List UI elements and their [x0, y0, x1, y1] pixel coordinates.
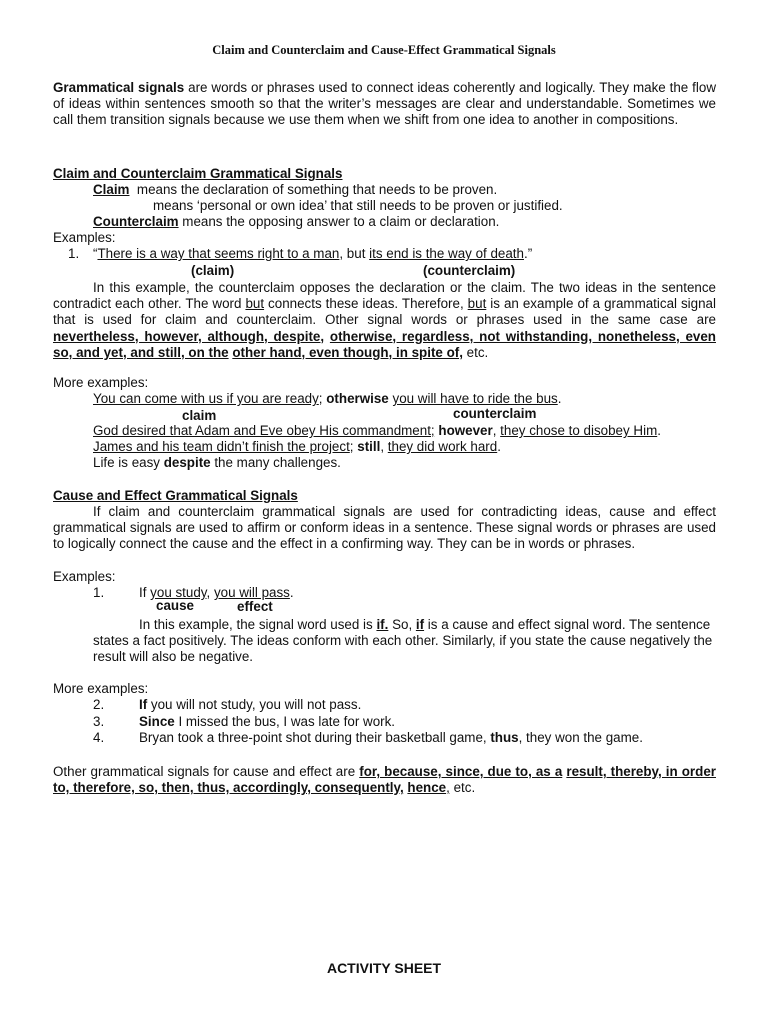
punct: ;	[318, 391, 327, 406]
punct: ;	[349, 439, 358, 454]
examples-label: Examples:	[53, 230, 116, 245]
signal-word: despite	[163, 455, 211, 470]
text: In this example, the signal word used is	[139, 617, 377, 632]
text: Life is easy	[93, 455, 164, 470]
intro-text: are words or phrases used to connect ideas coherently and logically. They make the flow of ideas within sentences smooth so that the writer’s messages are clear and understandable. Sometimes we call them transition signals because we use them when we shift from one idea to another in compositions.	[53, 80, 716, 128]
page-title: Claim and Counterclaim and Cause-Effect Grammatical Signals	[212, 43, 556, 57]
signal-list: nevertheless, however, although, despite,	[53, 328, 325, 344]
punct: .	[557, 391, 562, 406]
label-claim: (claim)	[191, 263, 235, 278]
claim-section-heading: Claim and Counterclaim Grammatical Signals	[53, 166, 343, 181]
expl-text-c: is an example of a grammatical signal that is used for claim and counterclaim. Other signal words or phrases used in the same case are	[53, 296, 716, 328]
signal-list-end: etc.	[462, 344, 489, 360]
quote-open: “	[93, 246, 98, 261]
claim-def-line1: means the declaration of something that needs to be proven.	[129, 182, 498, 197]
claim-part: You can come with us if you are ready	[93, 391, 319, 406]
claim-definition	[93, 182, 497, 198]
counterclaim-def: means the opposing answer to a claim or declaration.	[178, 214, 500, 229]
more-example-1	[93, 391, 561, 407]
text: If	[139, 585, 151, 600]
intro-paragraph	[53, 80, 716, 129]
example-mid: , but	[339, 246, 370, 261]
example-sentence	[93, 246, 532, 262]
intro-term: Grammatical signals	[53, 80, 185, 95]
example-claim: There is a way that seems right to a man	[97, 246, 340, 261]
list-item	[139, 730, 643, 746]
list-item-number: 3.	[93, 714, 105, 729]
cause-part: you study	[150, 585, 207, 600]
more-examples-label: More examples:	[53, 681, 149, 696]
activity-sheet-heading: ACTIVITY SHEET	[326, 960, 442, 976]
counterclaim-definition	[93, 214, 499, 230]
signal-word: otherwise	[326, 391, 389, 406]
signal-word: If	[139, 697, 148, 712]
label-counterclaim: (counterclaim)	[423, 263, 516, 278]
cause-section-heading: Cause and Effect Grammatical Signals	[53, 488, 298, 503]
claim-term: Claim	[93, 182, 130, 197]
list-item-text: I missed the bus, I was late for work.	[174, 714, 396, 729]
example-number: 1.	[68, 246, 80, 261]
list-item-number: 4.	[93, 730, 105, 745]
signal-list: for, because, since, due to, as a	[359, 764, 563, 779]
other-signals-paragraph	[53, 764, 716, 796]
examples-label: Examples:	[53, 569, 116, 584]
punct: .	[657, 423, 661, 438]
signal-word: however	[438, 423, 493, 438]
signal-list: result, thereby, in order to, therefore, so, then, thus, accordingly, consequently,	[53, 764, 716, 796]
signal-word: if	[415, 617, 425, 632]
text: So,	[388, 617, 416, 632]
punct: ,	[492, 423, 501, 438]
text: is a cause and effect signal word. The sentence states a fact positively. The ideas conform with each other. Similarly, if you state the cause negatively the result will also be negative.	[93, 617, 713, 665]
more-example-4	[93, 455, 341, 471]
signal-list: otherwise, regardless, not withstanding, nonetheless, even so, and yet, and still, on the	[53, 328, 716, 360]
punct: ,	[206, 585, 214, 600]
counterclaim-part: they chose to disobey Him	[500, 423, 658, 438]
counterclaim-term: Counterclaim	[93, 214, 179, 229]
label-cause: cause	[156, 598, 194, 613]
signal-list: hence	[407, 780, 447, 796]
text: Other grammatical signals for cause and effect are	[53, 764, 360, 779]
more-example-2	[93, 423, 661, 439]
signal-word: if.	[376, 617, 389, 632]
example-number: 1.	[93, 585, 105, 600]
punct: .	[497, 439, 501, 454]
punct: ,	[380, 439, 388, 454]
claim-part: God desired that Adam and Eve obey His commandment;	[93, 423, 435, 438]
list-item-number: 2.	[93, 697, 105, 712]
quote-close: .”	[523, 246, 533, 261]
cause-paragraph: If claim and counterclaim grammatical signals are used for contradicting ideas, cause and effect grammatical signals are used to affirm or conform ideas in a sentence. These signal words or phrases are used to logically connect the cause and the effect in a confirming way. They can be in words or phrases.	[53, 504, 716, 552]
punct: .	[289, 585, 294, 600]
claim-part: James and his team didn’t finish the project	[93, 439, 350, 454]
expl-text-a: In this example, the counterclaim opposes the declaration or the claim. The two ideas in the sentence contradict each other. The word	[53, 280, 716, 312]
expl-text-b: connects these ideas. Therefore,	[264, 296, 468, 312]
list-item-text: you will not study, you will not pass.	[147, 697, 362, 712]
signal-word: still	[357, 439, 381, 454]
claim-explanation	[53, 280, 716, 361]
text: the many challenges.	[210, 455, 341, 470]
more-example-3	[93, 439, 501, 455]
signal-list: other hand, even though, in spite of,	[232, 344, 463, 360]
list-item-text: , they won the game.	[518, 730, 643, 745]
more-examples-label: More examples:	[53, 375, 149, 390]
signal-but: but	[467, 296, 487, 312]
signal-word: thus	[490, 730, 519, 745]
claim-def-line2: means ‘personal or own idea’ that still needs to be proven or justified.	[153, 198, 563, 213]
effect-part: you will pass	[213, 585, 290, 600]
list-item	[139, 714, 395, 730]
label-counterclaim: counterclaim	[453, 406, 537, 421]
cause-explanation	[93, 617, 713, 666]
label-effect: effect	[237, 599, 273, 614]
label-claim: claim	[182, 408, 217, 423]
list-item-text: Bryan took a three-point shot during their basketball game,	[139, 730, 491, 745]
signal-but: but	[245, 296, 265, 312]
list-item	[139, 697, 361, 713]
counterclaim-part: they did work hard	[387, 439, 498, 454]
punct: ,	[446, 780, 450, 796]
counterclaim-part: you will have to ride the bus	[392, 391, 558, 406]
signal-word: Since	[139, 714, 175, 729]
text: etc.	[449, 780, 476, 796]
example-counterclaim: its end is the way of death	[369, 246, 524, 261]
